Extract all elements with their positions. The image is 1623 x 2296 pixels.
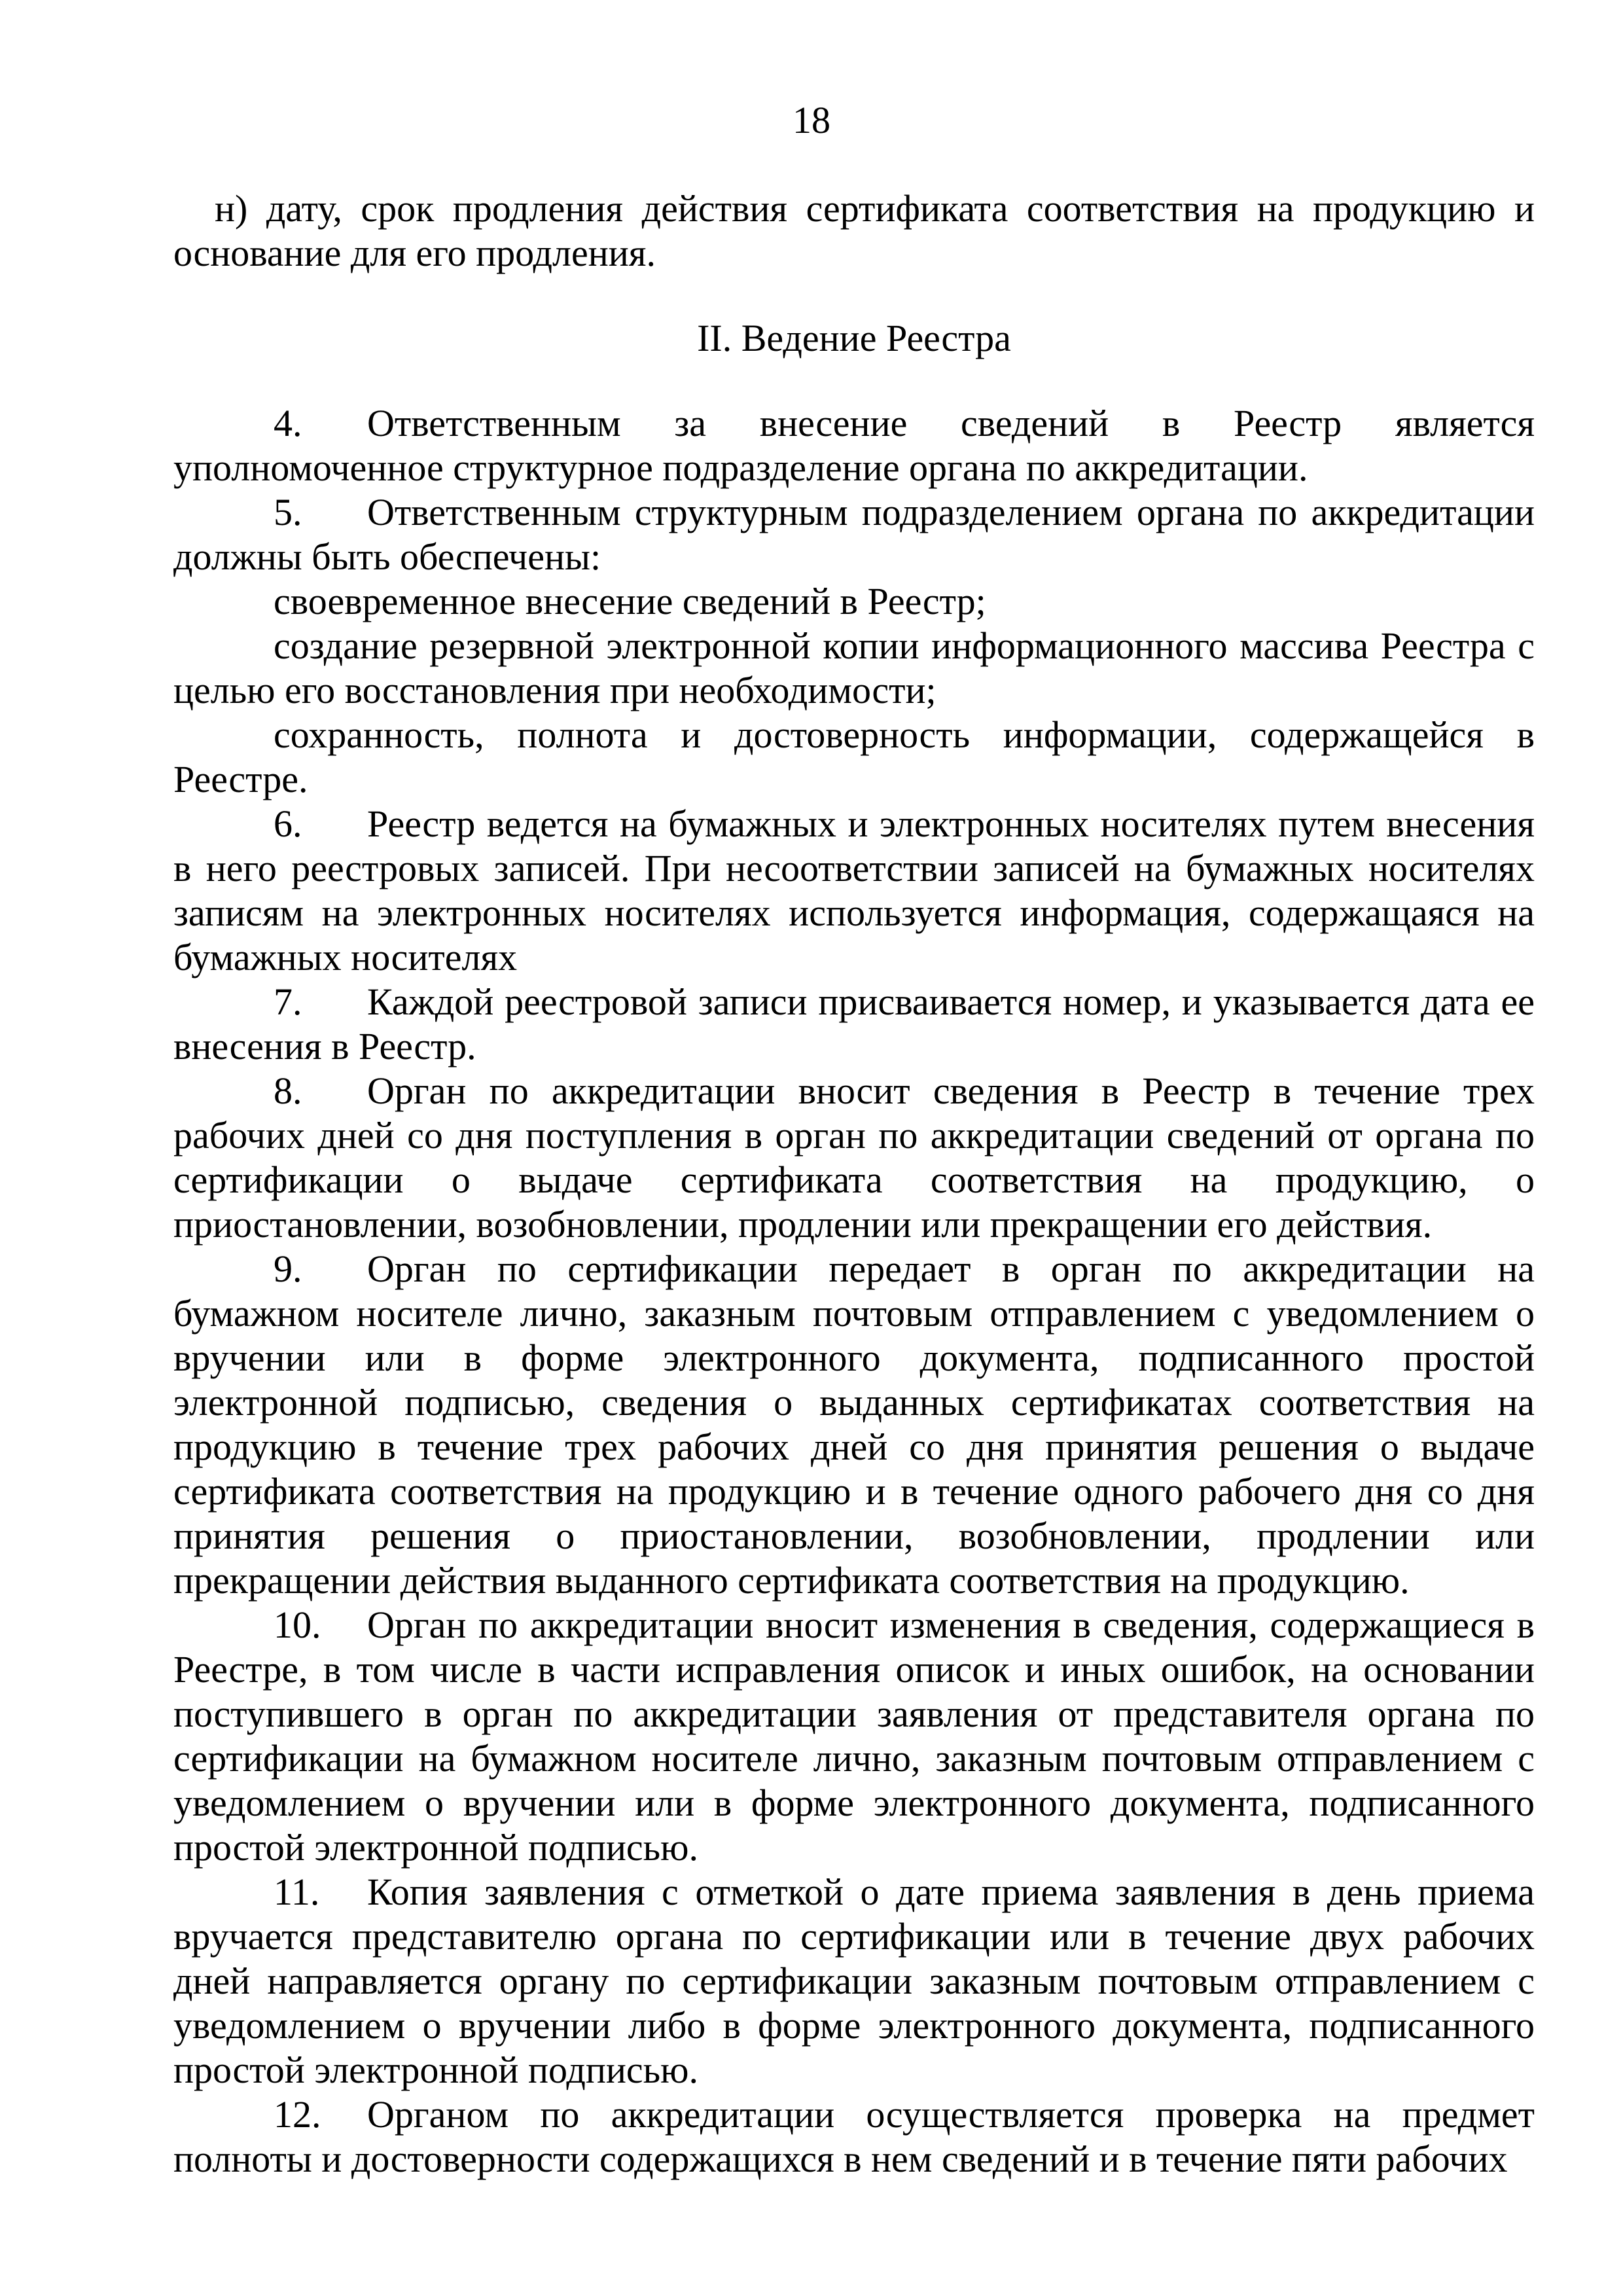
paragraph-8	[173, 1069, 1535, 1247]
paragraph-number: 5.	[274, 491, 302, 533]
document-body	[173, 187, 1535, 2181]
paragraph-text: Орган по аккредитации вносит изменения в сведения, содержащиеся в Реестре, в том числе в части исправления описок и иных ошибок, на основании поступившего в орган по аккредитации заявления от представителя органа по сертификации на бумажном носителе лично, заказным почтовым отправлением с уведомлением о вручении или в форме электронного документа, подписанного простой электронной подписью.	[173, 1604, 1535, 1869]
paragraph-number: 6.	[274, 802, 302, 845]
paragraph-number: 11.	[274, 1871, 320, 1913]
page-number: 18	[793, 99, 830, 141]
paragraph-4	[173, 401, 1535, 490]
paragraph-number: 4.	[274, 402, 302, 444]
paragraph-text: Копия заявления с отметкой о дате приема заявления в день приема вручается представителю органа по сертификации или в течение двух рабочих дней направляется органу по сертификации заказным почтовым отправлением с уведомлением о вручении либо в форме электронного документа, подписанного простой электронной подписью.	[173, 1871, 1535, 2091]
paragraph-9	[173, 1247, 1535, 1603]
paragraph-number: 8.	[274, 1069, 302, 1112]
paragraph-text: Органом по аккредитации осуществляется проверка на предмет полноты и достоверности содержащихся в нем сведений и в течение пяти рабочих	[173, 2093, 1535, 2180]
paragraph-n: н) дату, срок продления действия сертификата соответствия на продукцию и основание для его продления.	[173, 187, 1535, 274]
paragraph-text: Орган по сертификации передает в орган по аккредитации на бумажном носителе лично, заказным почтовым отправлением с уведомлением о вручении или в форме электронного документа, подписанного простой электронной подписью, сведения о выданных сертификатах соответствия на продукцию в течение трех рабочих дней со дня принятия решения о выдаче сертификата соответствия на продукцию и в течение одного рабочего дня со дня принятия решения о приостановлении, возобновлении, продлении или прекращении действия выданного сертификата соответствия на продукцию.	[173, 1247, 1535, 1602]
paragraph-10	[173, 1603, 1535, 1870]
section-heading: II. Ведение Реестра	[697, 317, 1011, 359]
paragraph-number: 12.	[274, 2093, 321, 2136]
paragraph-7	[173, 980, 1535, 1069]
paragraph-11	[173, 1870, 1535, 2092]
paragraph-number: 7.	[274, 980, 302, 1023]
list-item-backup-copy: создание резервной электронной копии информационного массива Реестра с целью его восстановления при необходимости;	[173, 624, 1535, 711]
list-item-integrity: сохранность, полнота и достоверность информации, содержащейся в Реестре.	[173, 713, 1535, 800]
list-item-timely-entry: своевременное внесение сведений в Реестр;	[274, 580, 986, 622]
paragraph-number: 10.	[274, 1604, 321, 1646]
paragraph-6	[173, 802, 1535, 980]
paragraph-text: Ответственным структурным подразделением органа по аккредитации должны быть обеспечены:	[173, 491, 1535, 578]
paragraph-text: Ответственным за внесение сведений в Реестр является уполномоченное структурное подразделение органа по аккредитации.	[173, 402, 1535, 489]
paragraph-text: Орган по аккредитации вносит сведения в Реестр в течение трех рабочих дней со дня поступления в орган по аккредитации сведений от органа по сертификации о выдаче сертификата соответствия на продукцию, о приостановлении, возобновлении, продлении или прекращении его действия.	[173, 1069, 1535, 1246]
paragraph-text: Каждой реестровой записи присваивается номер, и указывается дата ее внесения в Реестр.	[173, 980, 1535, 1067]
paragraph-12	[173, 2092, 1535, 2181]
paragraph-number: 9.	[274, 1247, 302, 1290]
paragraph-text: Реестр ведется на бумажных и электронных носителях путем внесения в него реестровых записей. При несоответствии записей на бумажных носителях записям на электронных носителях используется информация, содержащаяся на бумажных носителях	[173, 802, 1535, 978]
paragraph-5	[173, 490, 1535, 579]
